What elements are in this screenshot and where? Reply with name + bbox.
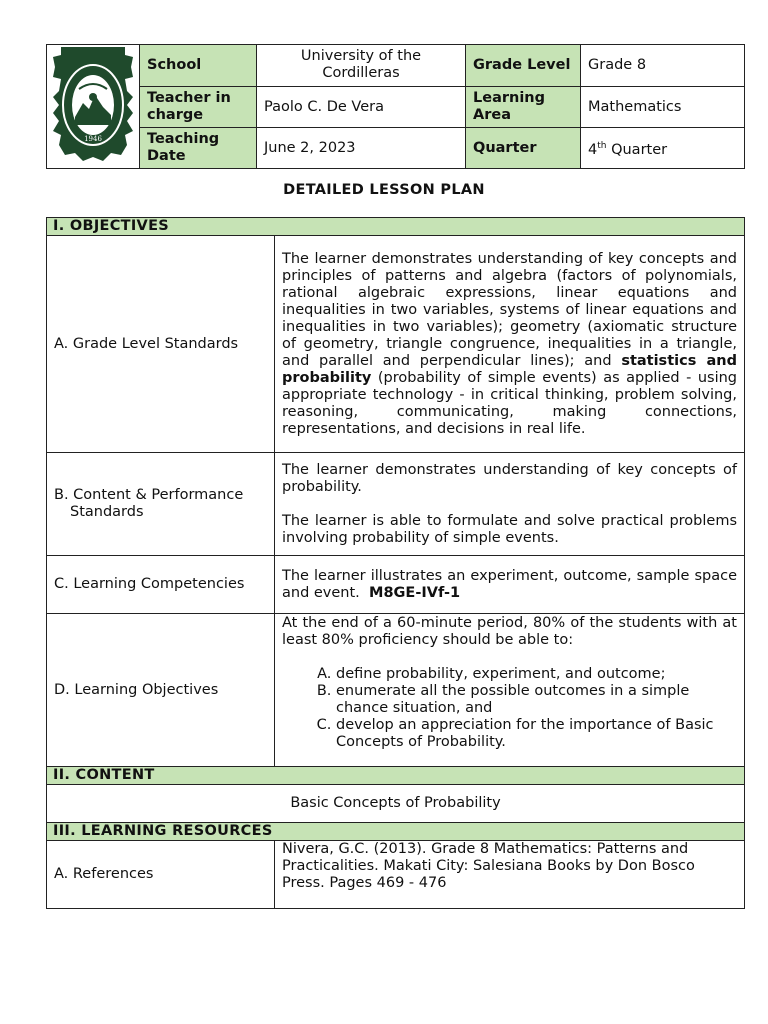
grade-level-standards-part2: (probability of simple events) as applied - using appropriate technology - in critical thinking, problem solving, reasoning, communicating, making connections, representations, and decisions in real life. bbox=[282, 369, 737, 437]
learning-competencies-desc: The learner illustrates an experiment, outcome, sample space and event. bbox=[282, 567, 737, 601]
content-performance-label-line2: Standards bbox=[70, 504, 144, 520]
content-performance-text bbox=[275, 453, 745, 556]
teacher-label: Teacher in charge bbox=[140, 86, 257, 128]
learning-area-value: Mathematics bbox=[581, 86, 745, 128]
quarter-word: Quarter bbox=[611, 141, 668, 158]
references-label: A. References bbox=[47, 841, 275, 909]
content-performance-label bbox=[47, 453, 275, 556]
content-topic: Basic Concepts of Probability bbox=[47, 785, 745, 823]
quarter-label: Quarter bbox=[466, 128, 581, 169]
grade-level-standards-label: A. Grade Level Standards bbox=[47, 236, 275, 453]
section-resources-heading: III. LEARNING RESOURCES bbox=[47, 823, 745, 841]
learning-objectives-label: D. Learning Objectives bbox=[47, 614, 275, 767]
competency-code: M8GE-IVf-1 bbox=[369, 584, 461, 601]
learning-area-label: Learning Area bbox=[466, 86, 581, 128]
header-table bbox=[46, 44, 745, 169]
references-text: Nivera, G.C. (2013). Grade 8 Mathematics: Patterns and Practicalities. Makati City: Salesiana Books by Don Bosco Press. Pages 469 - 476 bbox=[275, 841, 745, 909]
svg-text:1946: 1946 bbox=[84, 135, 102, 143]
page-title: DETAILED LESSON PLAN bbox=[283, 182, 485, 198]
grade-level-label: Grade Level bbox=[466, 45, 581, 87]
grade-level-standards-part1: The learner demonstrates understanding of key concepts and principles of patterns and algebra (factors of polynomials, rational algebraic expressions, linear equations and inequalities in two variables, systems of linear equations and inequalities in two variables); geometry (axiomatic structure of geometry, triangle congruence, inequalities in a triangle, and parallel and perpendicular lines); and bbox=[282, 250, 737, 369]
lesson-plan-table bbox=[46, 217, 745, 909]
grade-level-value: Grade 8 bbox=[581, 45, 745, 87]
list-item: A. define probability, experiment, and outcome; bbox=[336, 666, 737, 683]
teaching-date-label: Teaching Date bbox=[140, 128, 257, 169]
list-item: C. develop an appreciation for the importance of Basic Concepts of Probability. bbox=[336, 717, 737, 751]
logo-cell bbox=[47, 45, 140, 169]
learning-objectives-text bbox=[275, 614, 745, 767]
content-standard-text: The learner demonstrates understanding of key concepts of probability. bbox=[282, 461, 737, 495]
performance-standard-text: The learner is able to formulate and solve practical problems involving probability of simple events. bbox=[282, 512, 737, 546]
university-seal-logo bbox=[51, 45, 135, 163]
quarter-value bbox=[581, 128, 745, 169]
school-label: School bbox=[140, 45, 257, 87]
teacher-value: Paolo C. De Vera bbox=[257, 86, 466, 128]
teaching-date-value: June 2, 2023 bbox=[257, 128, 466, 169]
learning-objectives-intro: At the end of a 60-minute period, 80% of the students with at least 80% proficiency should be able to: bbox=[282, 615, 737, 648]
list-item: B. enumerate all the possible outcomes in a simple chance situation, and bbox=[336, 683, 737, 717]
grade-level-standards-bold: statistics and probability bbox=[282, 352, 738, 386]
learning-competencies-text bbox=[275, 556, 745, 614]
content-performance-label-line1: B. Content & Performance bbox=[54, 487, 244, 503]
learning-objectives-list bbox=[282, 666, 737, 751]
school-value: University of the Cordilleras bbox=[257, 45, 466, 87]
section-content-heading: II. CONTENT bbox=[47, 767, 745, 785]
quarter-suffix: th bbox=[597, 140, 607, 151]
learning-competencies-label: C. Learning Competencies bbox=[47, 556, 275, 614]
grade-level-standards-text bbox=[275, 236, 745, 453]
quarter-number: 4 bbox=[588, 141, 598, 158]
section-objectives-heading: I. OBJECTIVES bbox=[47, 218, 745, 236]
